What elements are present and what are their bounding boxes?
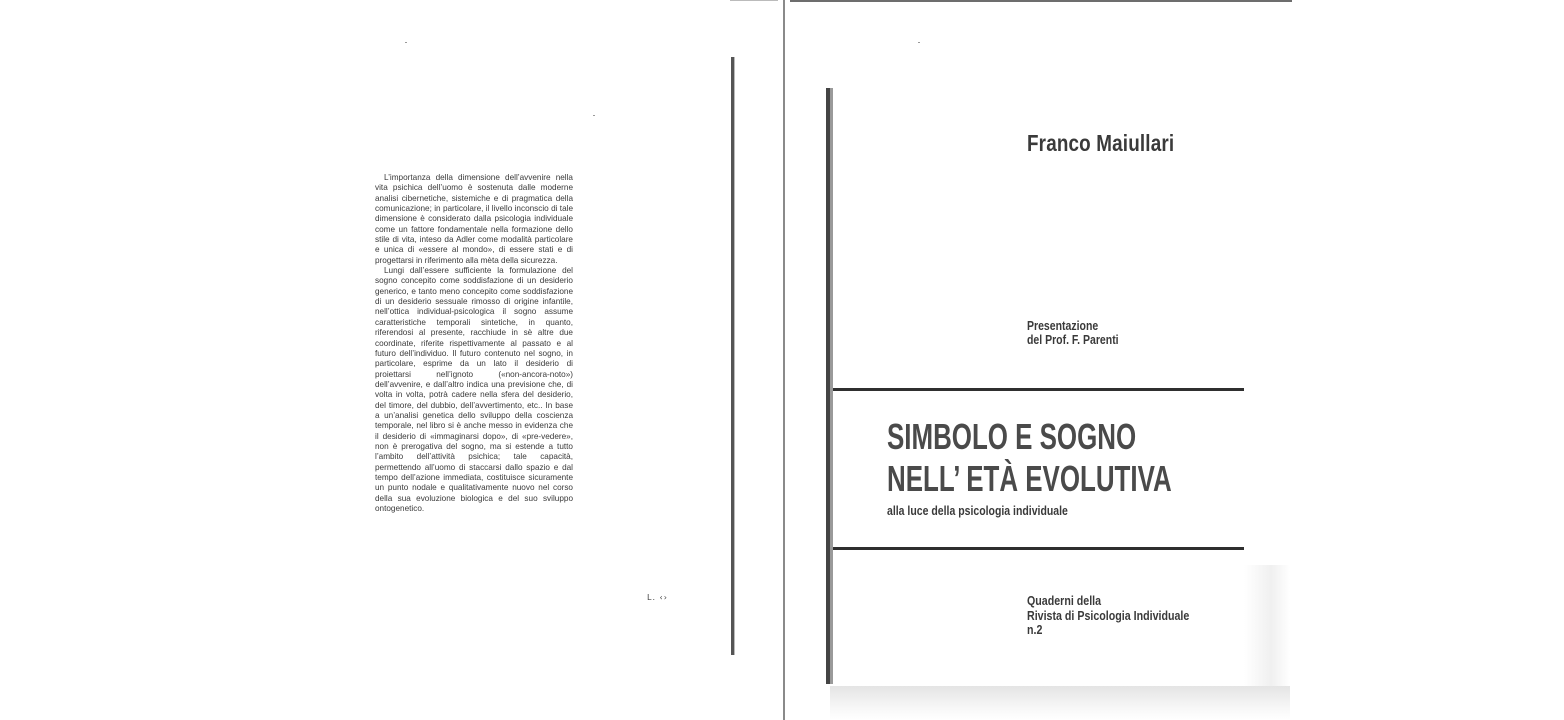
series-info	[1027, 594, 1189, 638]
paper-speck	[918, 42, 920, 43]
back-cover-text	[375, 173, 573, 514]
paragraph-1: L’importanza della dimensione dell’avvenire nella vita psichica dell’uomo è sostenuta dalle moderne analisi cibernetiche, sistemiche e di pragmatica della comunicazione; in particolare, il livello inconscio di tale dimensione è considerato dalla psicologia individuale come un fattore fondamentale nella formazione dello stile di vita, inteso da Adler come modalità particolare e unica di «essere al mondo», di essere stati e di progettarsi in riferimento alla mèta della sicurezza.	[375, 173, 573, 265]
series-line-3: n.2	[1027, 622, 1043, 637]
presentation-line-2: del Prof. F. Parenti	[1027, 332, 1119, 347]
series-line-2: Rivista di Psicologia Individuale	[1027, 607, 1190, 623]
series-line-1: Quaderni della	[1027, 593, 1102, 608]
book-title-line-2: NELL’ ETÀ EVOLUTIVA	[887, 458, 1172, 499]
book-gutter	[783, 0, 785, 720]
page-edge-line-shade	[734, 57, 735, 655]
top-horizontal-rule	[833, 388, 1244, 391]
spine-shadow-light	[830, 88, 833, 684]
folio-mark: L. ‹›	[647, 593, 668, 602]
presentation-line-1: Presentazione	[1027, 319, 1099, 333]
book-subtitle: alla luce della psicologia individuale	[887, 504, 1068, 518]
paragraph-2: Lungi dall’essere sufficiente la formulazione del sogno concepito come soddisfazione di un desiderio generico, e tanto meno concepito come soddisfazione di un desiderio sessuale rimosso di origine infantile, nell’ottica individual-psicologica il sogno assume caratteristiche temporali sintetiche, in quanto, riferendosi al presente, racchiude in sè altre due coordinate, riferite rispettivamente al passato e al futuro dell’individuo. Il futuro contenuto nel sogno, in particolare, esprime da un lato il desiderio di proiettarsi nell’ignoto («non-ancora-noto») dell’avvenire, e dall’altro indica una previsione che, di volta in volta, potrà cadere nella sfera del desiderio, del timore, del dubbio, dell’avvertimento, etc.. In base a un’analisi genetica dello sviluppo della coscienza temporale, nel libro si è anche messo in evidenza che il desiderio di «immaginarsi dopo», di «pre-vedere», non è prerogativa del sogno, ma si estende a tutto l’ambito dell’attività psichica; tale capacità, permettendo all’uomo di staccarsi dallo spazio e dal tempo dell’azione immediata, costituisce sicuramente un punto nodale e qualitativamente nuovo nel corso della sua evoluzione biologica e del suo sviluppo ontogenetico.	[375, 266, 573, 513]
left-top-edge	[730, 0, 778, 1]
paper-speck	[405, 42, 407, 43]
paper-speck	[593, 115, 595, 116]
presentation-credit	[1027, 320, 1119, 347]
author-name: Franco Maiullari	[1027, 130, 1175, 156]
scan-bottom-shade	[830, 686, 1290, 720]
scan-edge-shade	[1244, 565, 1290, 689]
right-top-edge	[790, 0, 1292, 2]
bottom-horizontal-rule	[833, 547, 1244, 550]
book-title-line-1: SIMBOLO E SOGNO	[887, 416, 1137, 457]
